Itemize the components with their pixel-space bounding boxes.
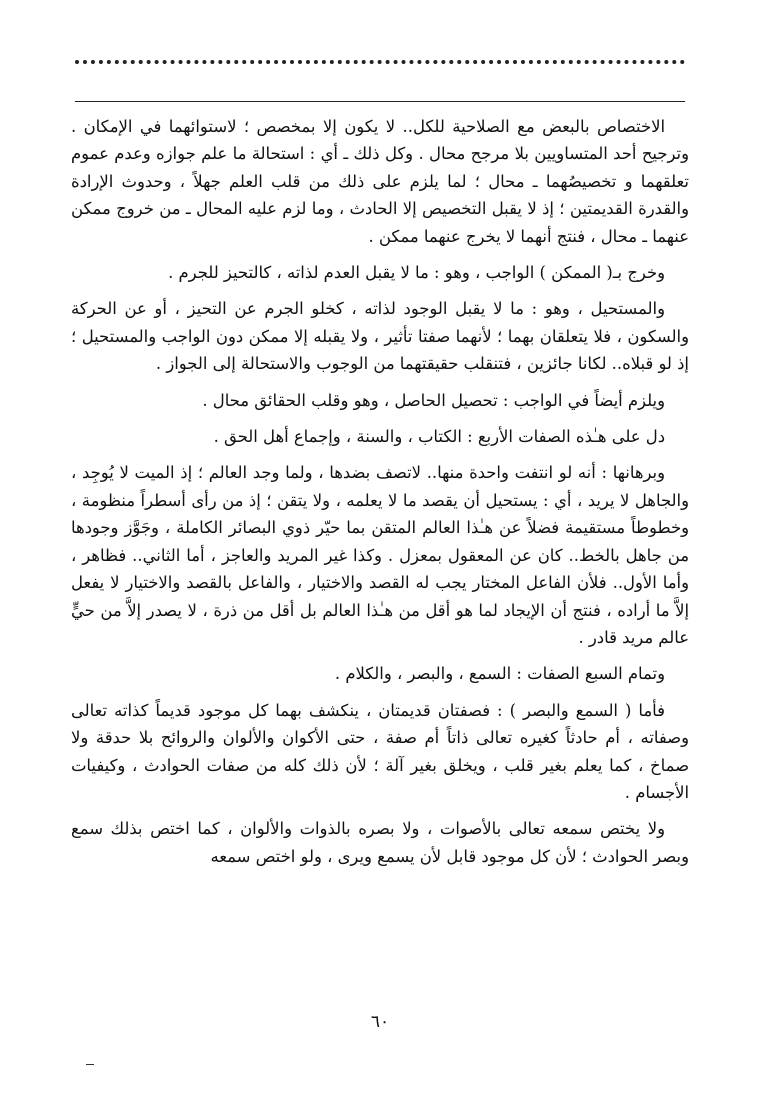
paragraph: وتمام السبع الصفات : السمع ، والبصر ، والكلام . [334,664,665,684]
corner-mark [86,1064,94,1065]
header-rule [75,101,685,102]
header-dotted-line [75,60,685,64]
paragraph: وخرج بـ( الممكن ) الواجب ، وهو : ما لا يقبل العدم لذاته ، كالتحيز للجرم . [168,263,665,283]
paragraph: والمستحيل ، وهو : ما لا يقبل الوجود لذاته ، كخلو الجرم عن التحيز ، أو عن الحركة والسكون ، فلا يتعلقان بهما ؛ لأنهما صفتا تأثير ، ولا يقبله إلا ممكن دون الواجب والمستحيل ؛ إذ لو قبلاه.. لكانا جائزين ، فتنقلب حقيقتهما من الوجوب والاستحالة إلى الجواز . [71,299,689,374]
paragraph: فأما ( السمع والبصر ) : فصفتان قديمتان ، ينكشف بهما كل موجود قديماً كذاته تعالى وصفاته ، أم حادثاً كغيره تعالى ذاتاً أم صفة ، حتى الأكوان والألوان والروائح بلا حدقة ولا صماخ ، كما يعلم بغير قلب ، ويخلق بغير آلة ؛ لأن ذلك كله من صفات الحوادث ، وكيفيات الأجسام . [71,700,689,802]
paragraph: دل على هـٰذه الصفات الأربع : الكتاب ، والسنة ، وإجماع أهل الحق . [213,427,665,447]
page-number: ٦٠ [370,1012,390,1032]
paragraph: الاختصاص بالبعض مع الصلاحية للكل.. لا يكون إلا بمخصص ؛ لاستوائهما في الإمكان . وترجيح أحد المتساويين بلا مرجح محال . وكل ذلك ـ أي : استحالة ما علم جوازه وعدم عموم تعلقهما و تخصيصُهما ـ محال ؛ لما يلزم على ذلك من قلب العلم جهلاً ، وحدوث الإرادة والقدرة القديمتين ؛ إذ لا يقبل التخصيص إلا الحادث ، وما لزم عليه المحال ـ من خروج ممكن عنهما ـ محال ، فنتج أنهما لا يخرج عنهما ممكن . [71,117,689,246]
page-body [71,113,689,879]
paragraph: ولا يختص سمعه تعالى بالأصوات ، ولا بصره بالذوات والألوان ، كما اختص بذلك سمع وبصر الحوادث ؛ لأن كل موجود قابل لأن يسمع ويرى ، ولو اختص سمعه [71,819,689,866]
paragraph: وبرهانها : أنه لو انتفت واحدة منها.. لاتصف بضدها ، ولما وجد العالم ؛ إذ الميت لا يُوجِد ، والجاهل لا يريد ، أي : يستحيل أن يقصد ما لا يعلمه ، ولا يتقن ؛ إذ من رأى أسطراً منظومة ، وخطوطاً مستقيمة فضلاً عن هـٰذا العالم المتقن بما حيّر ذوي البصائر الكاملة ، وجَوَّز وجودها من جاهل بالخط.. كان عن المعقول بمعزل . وكذا غير المريد والعاجز ، أما الثاني.. فظاهر ، وأما الأول.. فلأن الفاعل المختار يجب له القصد والاختيار ، والفاعل بالقصد والاختيار لا يفعل إلاَّ ما أراده ، فنتج أن الإيجاد لما هو أقل من هـٰذا العالم بل أقل من ذرة ، لا يصدر إلاَّ من حيٍّ عالم مريد قادر . [71,463,689,647]
paragraph: ويلزم أيضاً في الواجب : تحصيل الحاصل ، وهو وقلب الحقائق محال . [202,390,665,410]
